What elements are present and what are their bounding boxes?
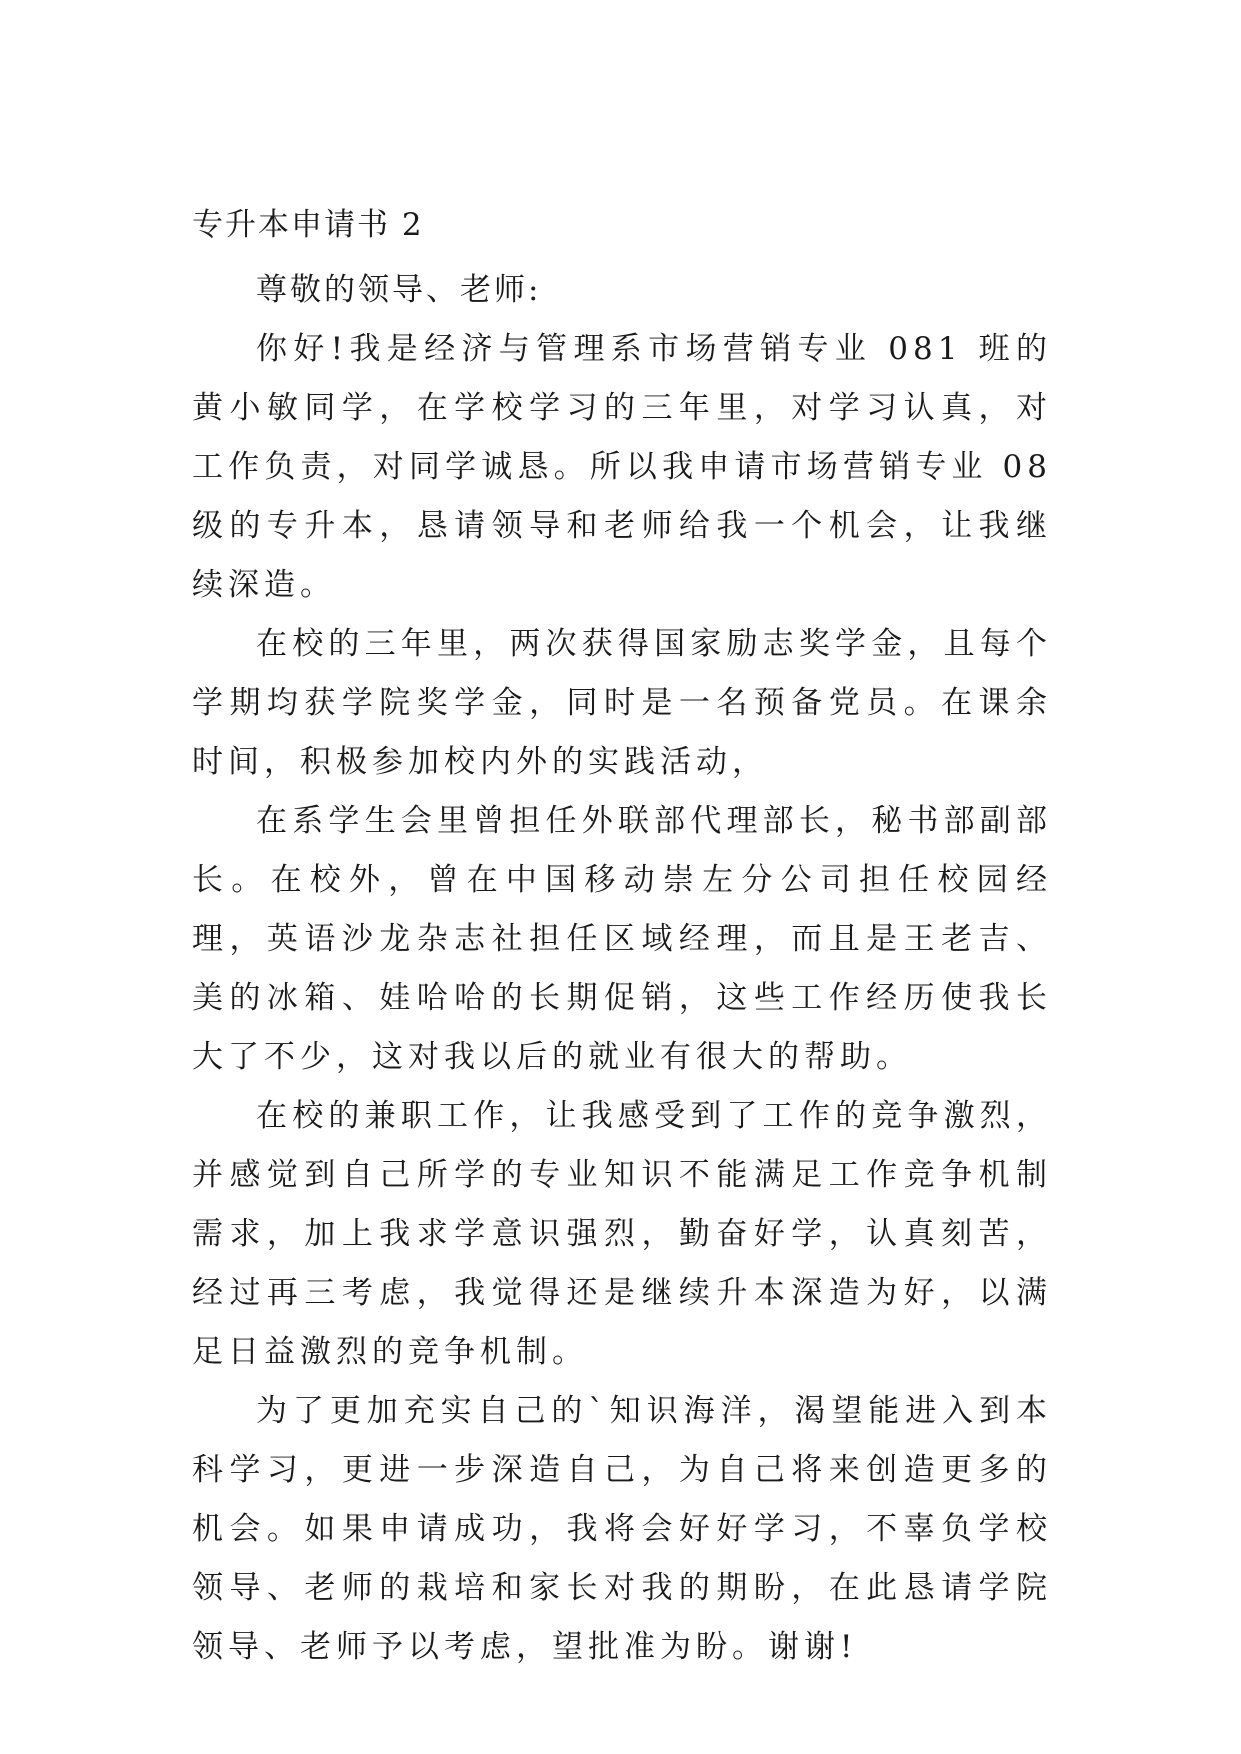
paragraph-achievements: 在校的三年里，两次获得国家励志奖学金，且每个学期均获学院奖学金，同时是一名预备党员。在课余时间，积极参加校内外的实践活动， bbox=[192, 626, 1052, 780]
paragraph-closing: 为了更加充实自己的`知识海洋，渴望能进入到本科学习，更进一步深造自己，为自己将来创造更多的机会。如果申请成功，我将会好好学习，不辜负学校领导、老师的栽培和家长对我的期盼，在此恳请学院领导、老师予以考虑，望批准为盼。谢谢! bbox=[192, 1393, 1052, 1665]
document-title: 专升本申请书 2 bbox=[192, 207, 424, 243]
salutation: 尊敬的领导、老师: bbox=[256, 272, 542, 308]
paragraph-motivation: 在校的兼职工作，让我感受到了工作的竞争激烈，并感觉到自己所学的专业知识不能满足工作竞争机制需求，加上我求学意识强烈，勤奋好学，认真刻苦，经过再三考虑，我觉得还是继续升本深造为好，以满足日益激烈的竞争机制。 bbox=[192, 1098, 1052, 1370]
paragraph-experience: 在系学生会里曾担任外联部代理部长，秘书部副部长。在校外，曾在中国移动崇左分公司担任校园经理，英语沙龙杂志社担任区域经理，而且是王老吉、美的冰箱、娃哈哈的长期促销，这些工作经历使我长大了不少，这对我以后的就业有很大的帮助。 bbox=[192, 803, 1052, 1075]
document-body bbox=[192, 205, 1052, 1677]
paragraph-greeting: 你好!我是经济与管理系市场营销专业 081 班的黄小敏同学，在学校学习的三年里，对学习认真，对工作负责，对同学诚恳。所以我申请市场营销专业 08 级的专升本，恳请领导和老师给我一个机会，让我继续深造。 bbox=[192, 331, 1052, 603]
